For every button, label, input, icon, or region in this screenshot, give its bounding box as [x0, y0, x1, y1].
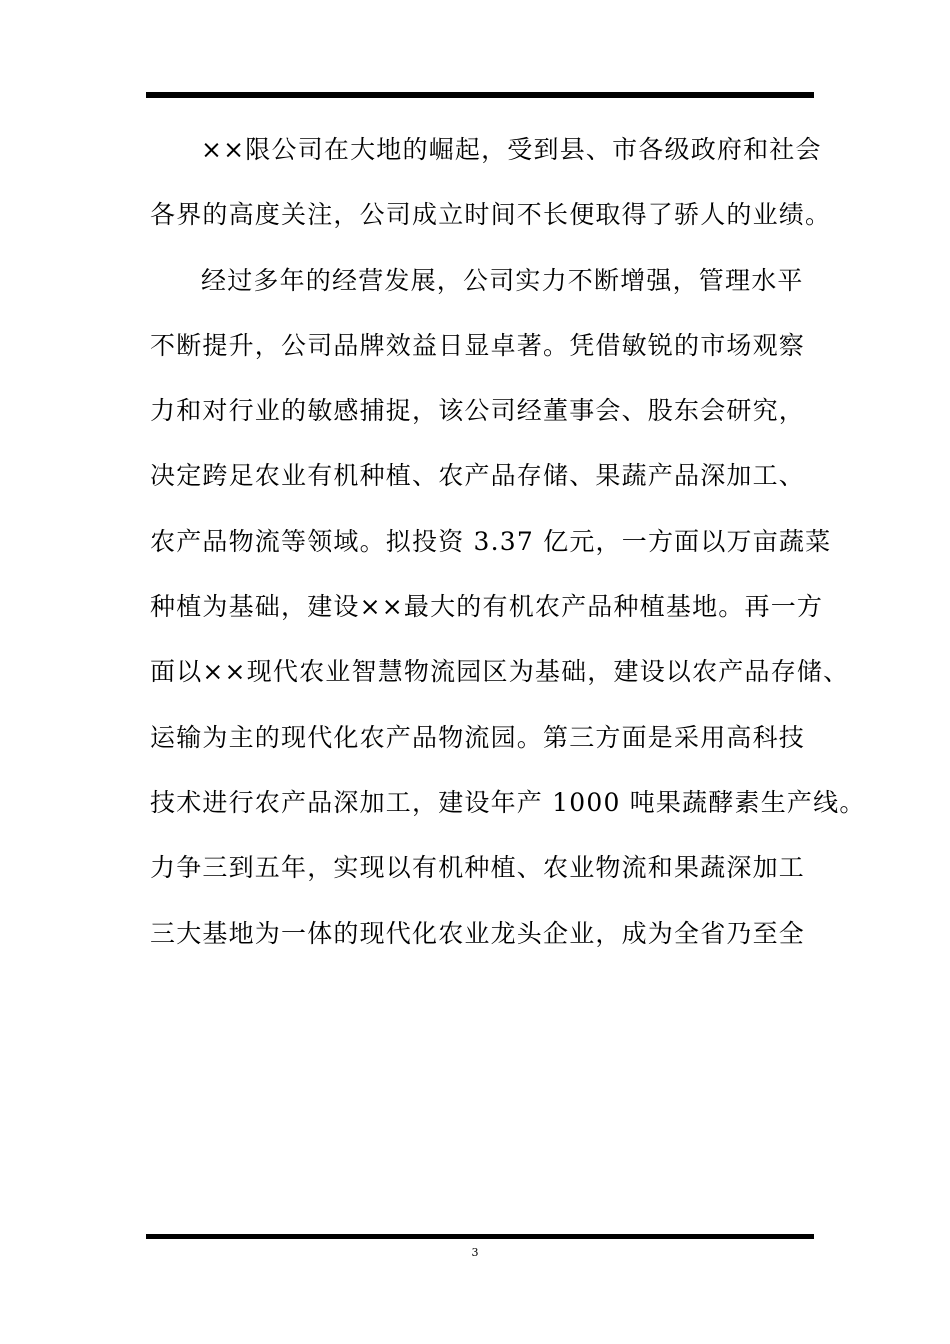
paragraph-line: 技术进行农产品深加工，建设年产 1000 吨果蔬酵素生产线。 — [150, 787, 866, 817]
paragraph-line: 各界的高度关注，公司成立时间不长便取得了骄人的业绩。 — [150, 200, 832, 230]
paragraph-line: 三大基地为一体的现代化农业龙头企业，成为全省乃至全 — [150, 918, 806, 948]
paragraph-line: ××限公司在大地的崛起，受到县、市各级政府和社会 — [201, 135, 822, 164]
paragraph-line: 力和对行业的敏感捕捉，该公司经董事会、股东会研究， — [150, 396, 806, 426]
paragraph-line: 经过多年的经营发展，公司实力不断增强，管理水平 — [201, 265, 804, 295]
paragraph-line: 种植为基础，建设××最大的有机农产品种植基地。再一方 — [150, 592, 824, 622]
paragraph-line: 面以××现代农业智慧物流园区为基础，建设以农产品存储、 — [150, 657, 850, 687]
paragraph-line: 决定跨足农业有机种植、农产品存储、果蔬产品深加工、 — [150, 461, 806, 491]
paragraph-line: 农产品物流等领域。拟投资 3.37 亿元，一方面以万亩蔬菜 — [150, 526, 832, 556]
document-body — [150, 120, 866, 969]
paragraph-line: 力争三到五年，实现以有机种植、农业物流和果蔬深加工 — [150, 853, 806, 883]
header-rule — [146, 92, 814, 98]
footer-rule — [146, 1234, 814, 1239]
paragraph-line: 运输为主的现代化农产品物流园。第三方面是采用高科技 — [150, 722, 806, 752]
paragraph-line: 不断提升，公司品牌效益日显卓著。凭借敏锐的市场观察 — [150, 330, 806, 360]
page-number: 3 — [471, 1246, 479, 1259]
